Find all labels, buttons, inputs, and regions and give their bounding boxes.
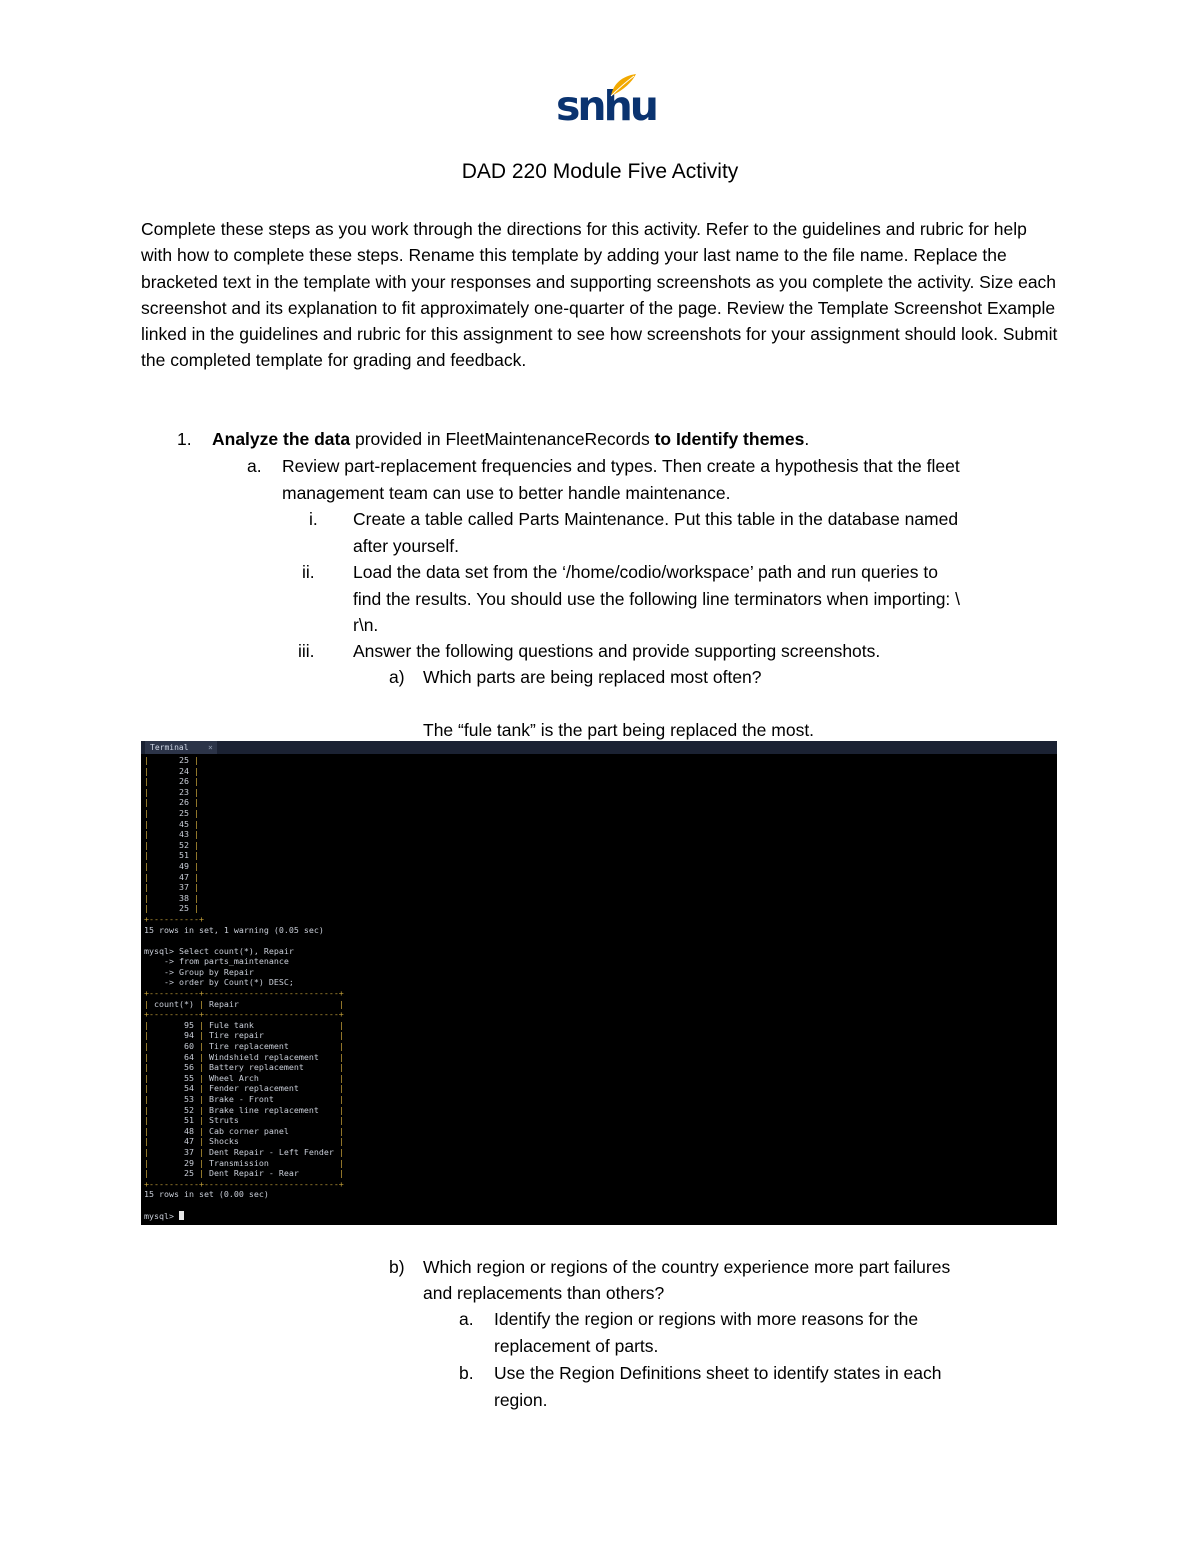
item-a-line-1: Review part-replacement frequencies and types. Then create a hypothesis that the fleet [282,456,960,476]
terminal-count-row: | 51 | [144,850,199,861]
terminal-blank [144,935,1054,946]
terminal-count-row: | 23 | [144,786,199,797]
terminal-count-row: | 52 | [144,839,199,850]
snhu-logo [556,72,656,136]
terminal-query-line: mysql> Select count(*), Repair [144,945,294,956]
terminal-count-row: | 25 | [144,903,199,914]
terminal-result-row: | 48 | Cab corner panel | [144,1125,344,1136]
terminal-result-row: | 64 | Windshield replacement | [144,1051,344,1062]
terminal-output [144,755,1054,1221]
item-ii-line-2: find the results. You should use the following line terminators when importing: \ [353,589,961,609]
terminal-border: +----------+ [144,913,204,924]
sub-a-line-1: Identify the region or regions with more reasons for the [494,1309,919,1329]
sub-b-label: b. [459,1363,474,1383]
terminal-tab-bar [141,741,1057,754]
question-b-line-1: Which region or regions of the country experience more part failures [423,1257,951,1277]
question-a-label: a) [389,667,405,687]
terminal-border: +----------+---------------------------+ [144,988,344,999]
item-i-label: i. [309,509,318,529]
logo-wordmark: snhu [556,82,656,130]
terminal-result-row: | 94 | Tire repair | [144,1030,344,1041]
terminal-border: +----------+---------------------------+ [144,1178,344,1189]
terminal-result-row: | 60 | Tire replacement | [144,1041,344,1052]
item-1-number: 1. [177,429,192,449]
terminal-count-row: | 25 | [144,755,199,765]
terminal-result-row: | 51 | Struts | [144,1115,344,1126]
terminal-count-row: | 38 | [144,892,199,903]
terminal-count-row: | 45 | [144,818,199,829]
terminal-rows-summary: 15 rows in set, 1 warning (0.05 sec) [144,924,324,935]
terminal-cursor [179,1211,184,1220]
sub-a-line-2: replacement of parts. [494,1336,659,1356]
terminal-result-row: | 54 | Fender replacement | [144,1083,344,1094]
question-a-text: Which parts are being replaced most often? [423,667,762,687]
terminal-header-row: | count(*) | Repair | [144,998,344,1009]
terminal-result-row: | 56 | Battery replacement | [144,1062,344,1073]
item-1-bold-1: Analyze the data [212,429,351,449]
terminal-border: +----------+---------------------------+ [144,1009,344,1020]
terminal-query-line: -> from parts_maintenance [144,956,289,967]
leaf-icon [608,72,638,98]
item-ii-line-1: Load the data set from the ‘/home/codio/workspace’ path and run queries to [353,562,938,582]
terminal-result-row: | 53 | Brake - Front | [144,1094,344,1104]
terminal-count-row: | 25 | [144,807,199,818]
terminal-prompt: mysql> [144,1211,1054,1222]
terminal-result-summary: 15 rows in set (0.00 sec) [144,1189,269,1200]
item-i-line-1: Create a table called Parts Maintenance. Put this table in the database named [353,509,959,529]
terminal-result-row: | 25 | Dent Repair - Rear | [144,1168,344,1179]
terminal-count-row: | 26 | [144,797,199,808]
question-b-line-2: and replacements than others? [423,1283,665,1303]
terminal-result-row: | 52 | Brake line replacement | [144,1104,344,1115]
item-a-label: a. [247,456,262,476]
terminal-result-row: | 47 | Shocks | [144,1136,344,1147]
intro-paragraph: Complete these steps as you work through the directions for this activity. Refer to the guidelines and rubric for help with how to complete these steps. Rename this template by adding your last name to the file name. Replace the bracketed text in the template with your responses and supporting screenshots as you complete the activity. Size each screenshot and its explanation to fit approximately one-quarter of the page. Review the Template Screenshot Example linked in the guidelines and rubric for this assignment to see how screenshots for your assignment should look. Submit the completed template for grading and feedback. [141,219,1058,371]
terminal-query-line: -> Group by Repair [144,966,254,977]
terminal-result-row: | 55 | Wheel Arch | [144,1072,344,1083]
sub-b-line-1: Use the Region Definitions sheet to identify states in each [494,1363,942,1383]
item-1-mid: provided in FleetMaintenanceRecords [350,429,655,449]
item-iii-label: iii. [298,641,315,661]
terminal-count-row: | 43 | [144,829,199,840]
item-i-line-2: after yourself. [353,536,460,556]
question-b-label: b) [389,1257,405,1277]
item-a-line-2: management team can use to better handle maintenance. [282,483,731,503]
page-title: DAD 220 Module Five Activity [461,160,739,183]
terminal-screenshot [141,741,1057,1225]
terminal-count-row: | 47 | [144,871,199,882]
sub-b-line-2: region. [494,1390,548,1410]
terminal-tab-label: Terminal [150,743,189,752]
terminal-result-row: | 29 | Transmission | [144,1157,344,1168]
item-1-bold-2: to Identify themes [654,429,805,449]
item-iii-line-1: Answer the following questions and provide supporting screenshots. [353,641,881,661]
terminal-query-line: -> order by Count(*) DESC; [144,977,294,988]
terminal-result-row: | 95 | Fule tank | [144,1019,344,1030]
terminal-result-row: | 37 | Dent Repair - Left Fender | [144,1146,344,1157]
terminal-count-row: | 37 | [144,882,199,893]
terminal-blank [144,1200,1054,1211]
item-ii-line-3: r\n. [353,615,379,635]
item-1-text [212,426,1012,452]
item-ii-label: ii. [302,562,315,582]
terminal-tab[interactable] [145,741,217,754]
terminal-count-row: | 26 | [144,776,199,787]
sub-a-label: a. [459,1309,474,1329]
item-1-end: . [804,429,810,449]
question-a-answer: The “fule tank” is the part being replaced the most. [423,720,815,740]
terminal-count-row: | 49 | [144,860,199,871]
terminal-count-row: | 24 | [144,765,199,776]
close-icon[interactable]: × [208,743,213,752]
